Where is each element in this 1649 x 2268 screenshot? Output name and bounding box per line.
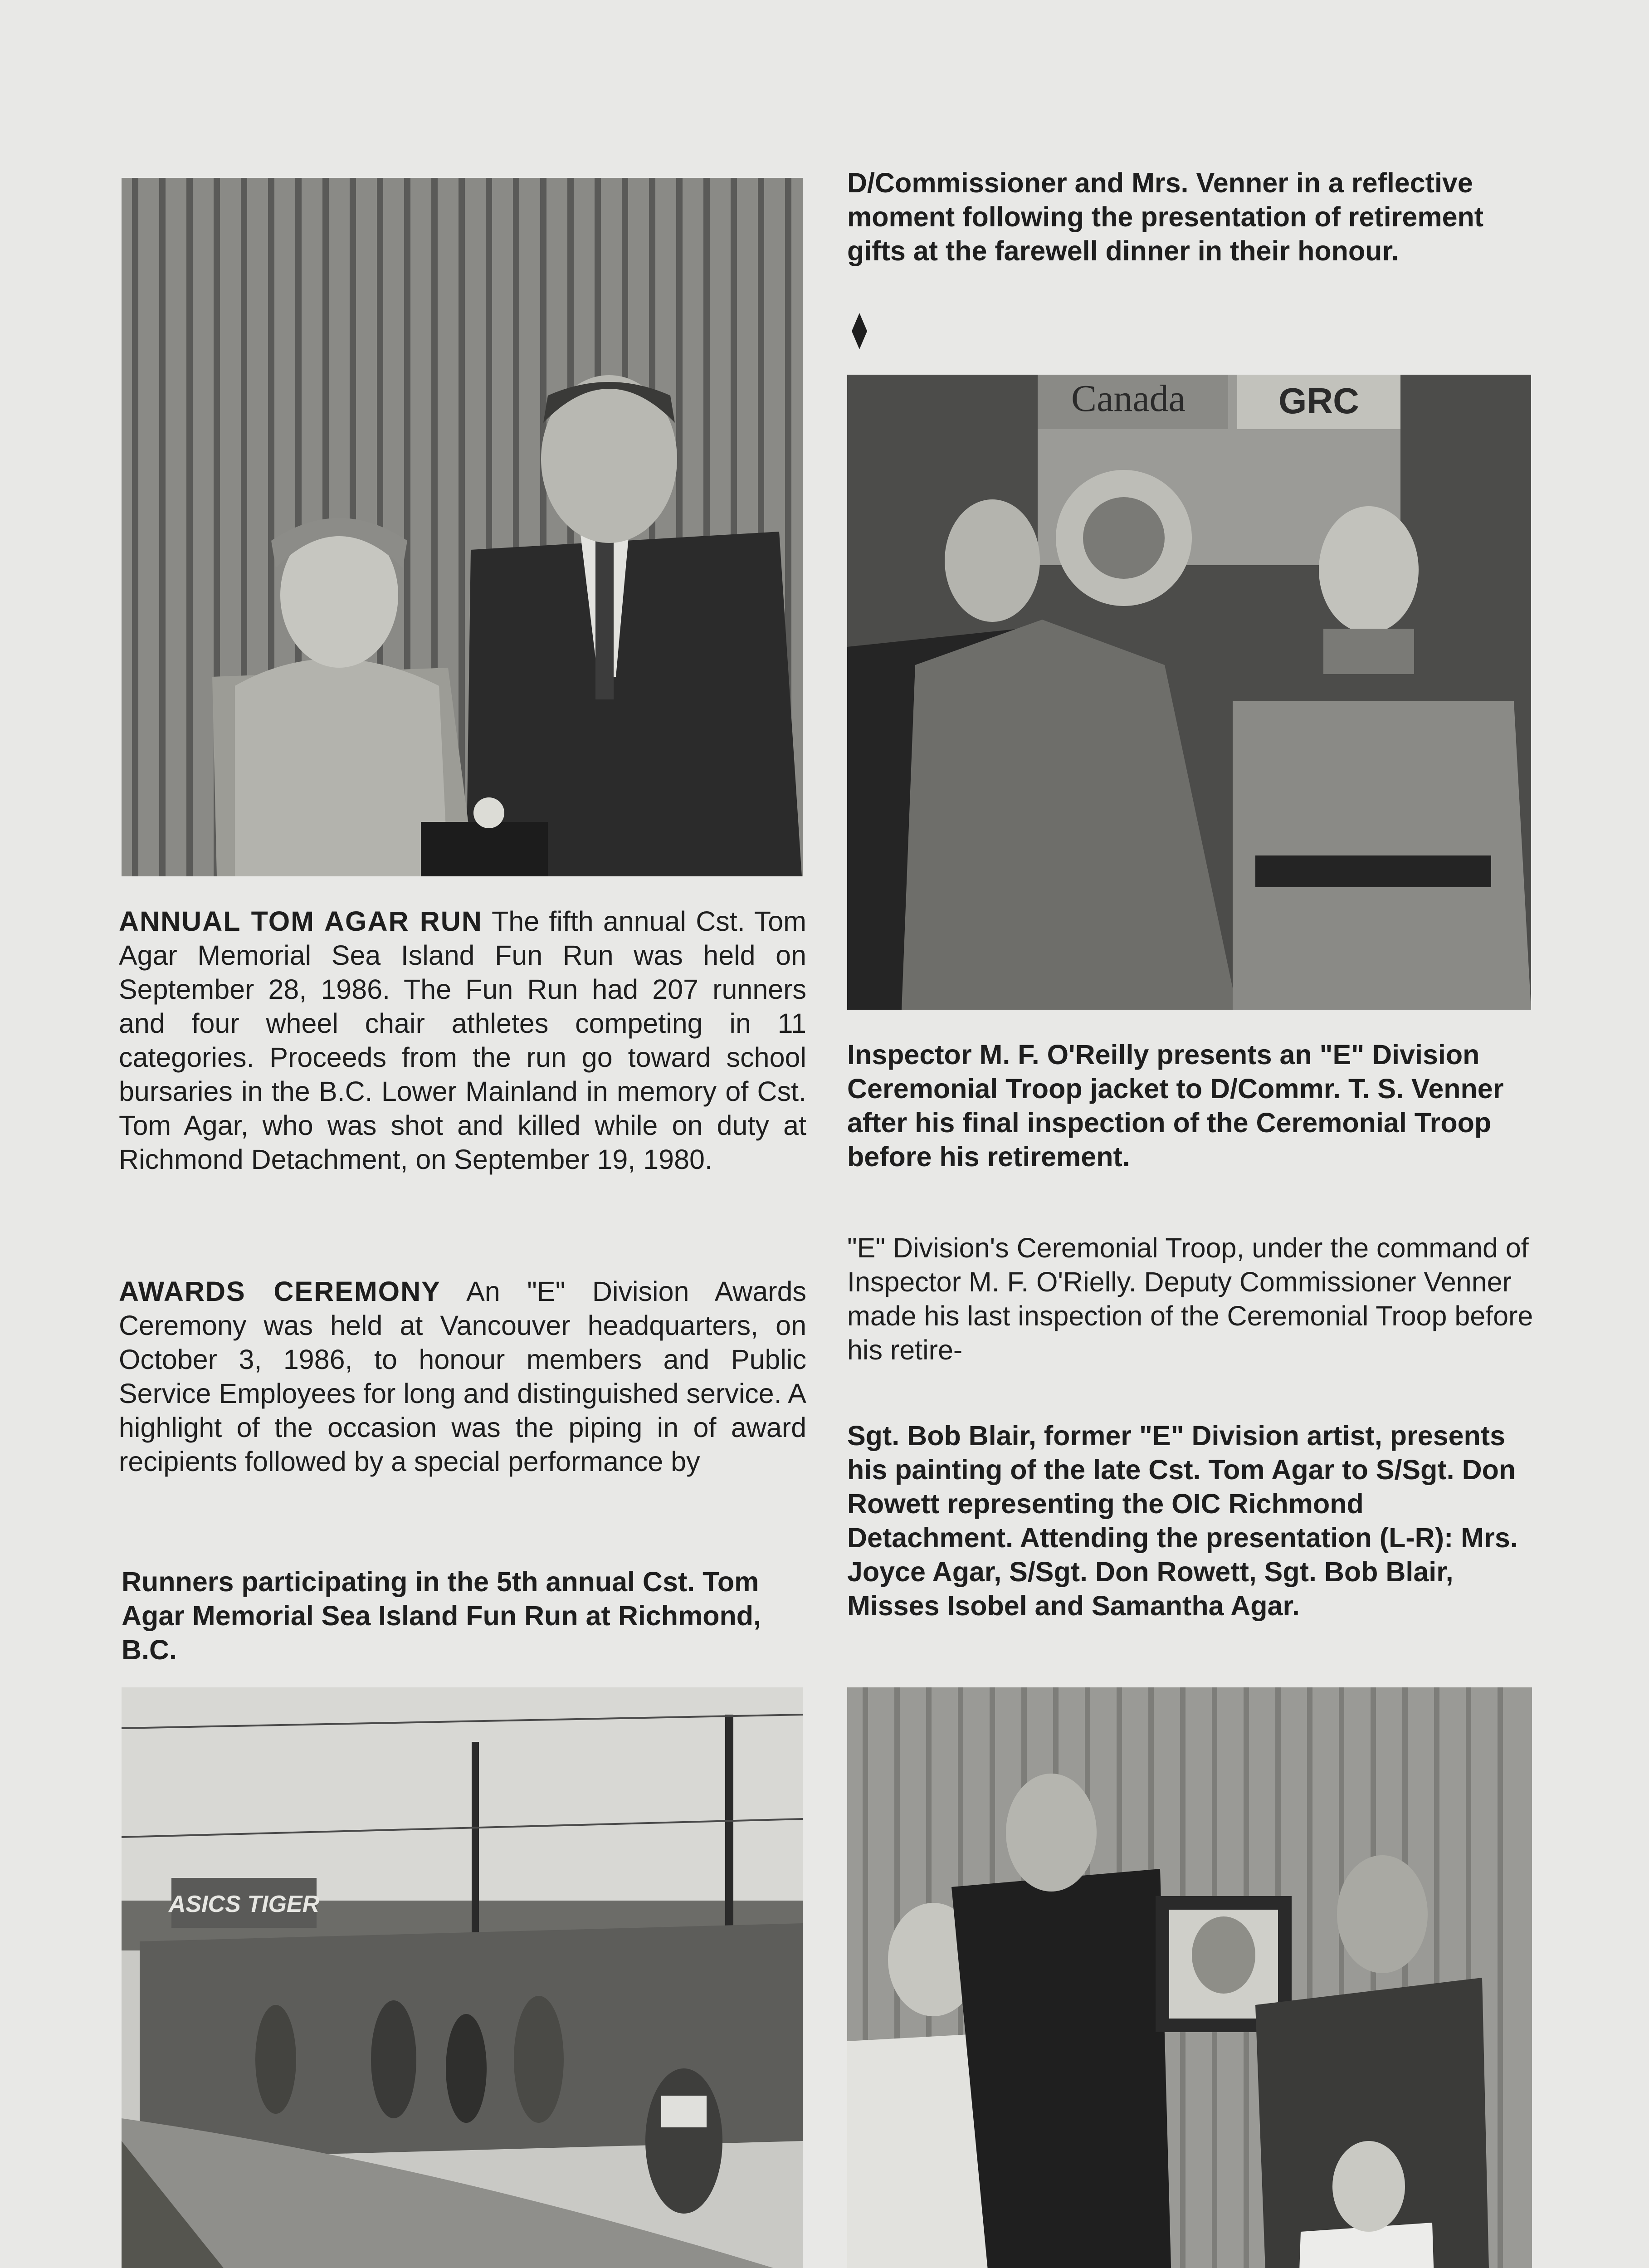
jacket-presentation-photo <box>847 375 1531 1010</box>
canada-sign-text: Canada <box>1071 377 1186 420</box>
ceremonial-troop-article: "E" Division's Ceremonial Troop, under the command of Inspector M. F. O'Rielly. Deputy Commissioner Venner made his last inspection of the Ceremonial Troop before his retire- <box>847 1232 1533 1365</box>
tom-agar-run-article <box>119 904 806 1177</box>
awards-ceremony-article <box>119 1275 806 1479</box>
tom-agar-run-body: The fifth annual Cst. Tom Agar Memorial Sea Island Fun Run was held on September 28, 1986. The Fun Run had 207 runners and four wheel chair athletes competing in 11 categories. Proceeds from the run go toward school bursaries in the B.C. Lower Mainland in memory of Cst. Tom Agar, who was shot and killed while on duty at Richmond Detachment, on September 19, 1980. <box>119 906 806 1175</box>
painting-caption: Sgt. Bob Blair, former "E" Division artist, presents his painting of the late Cst. Tom Agar to S/Sgt. Don Rowett representing the OIC Richmond Detachment. Attending the presentation (L-R): Mrs. Joyce Agar, S/Sgt. Don Rowett, Sgt. Bob Blair, Misses Isobel and Samantha Agar. <box>847 1420 1518 1621</box>
awards-ceremony-heading: AWARDS CEREMONY <box>119 1276 441 1307</box>
awards-ceremony-body: An "E" Division Awards Ceremony was held at Vancouver headquarters, on October 3, 1986, to honour members and Public Service Employees for long and distinguished service. A highlight of the occasion was the piping in of award recipients followed by a special performance by <box>119 1276 806 1477</box>
grc-sign-text: GRC <box>1278 381 1359 421</box>
painting-presentation-photo <box>847 1687 1532 2268</box>
venner-dinner-caption: D/Commissioner and Mrs. Venner in a reflective moment following the presentation of retirement gifts at the farewell dinner in their honour. <box>847 167 1484 266</box>
asics-tiger-sign-text: ASICS TIGER <box>168 1891 320 1917</box>
runners-caption: Runners participating in the 5th annual Cst. Tom Agar Memorial Sea Island Fun Run at Richmond, B.C. <box>122 1566 761 1665</box>
tom-agar-run-heading: ANNUAL TOM AGAR RUN <box>119 906 483 937</box>
arrow-pointer-icon <box>852 313 867 349</box>
jacket-caption: Inspector M. F. O'Reilly presents an "E" Division Ceremonial Troop jacket to D/Commr. T. S. Venner after his final inspection of the Ceremonial Troop before his retirement. <box>847 1039 1504 1172</box>
fun-run-runners-photo <box>122 1687 803 2268</box>
couple-with-gift-photo <box>122 178 803 876</box>
